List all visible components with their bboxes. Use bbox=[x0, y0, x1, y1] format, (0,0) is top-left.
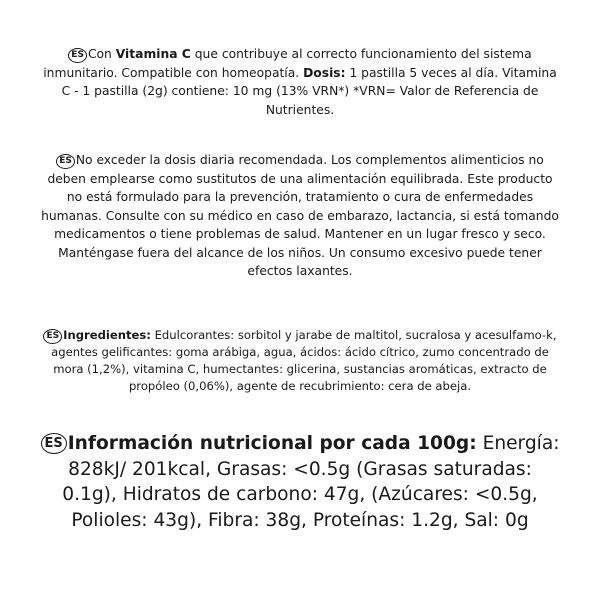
es-language-badge: ES bbox=[43, 329, 62, 344]
dosage-label: Dosis: bbox=[303, 65, 346, 80]
nutrition-paragraph bbox=[40, 431, 560, 533]
warnings-paragraph bbox=[40, 151, 560, 281]
vitamin-c-label: Vitamina C bbox=[115, 47, 191, 61]
block1-text-1: Con bbox=[87, 47, 116, 61]
es-language-badge: ES bbox=[68, 48, 87, 63]
ingredients-label: Ingredientes: bbox=[63, 328, 151, 342]
es-language-badge: ES bbox=[41, 433, 67, 454]
nutrition-text: Energía: 828kJ/ 201kcal, Grasas: <0.5g (Grasas saturadas: 0.1g), Hidratos de carbono: 47g, (Azúcares: <0.5g, Polioles: 43g), Fibra: 38g, Proteínas: 1.2g, Sal: 0g bbox=[62, 433, 560, 531]
es-language-badge: ES bbox=[56, 154, 75, 169]
ingredients-paragraph bbox=[40, 327, 560, 395]
nutrition-label: Información nutricional por cada 100g: bbox=[67, 433, 477, 454]
warnings-text: No exceder la dosis diaria recomendada. Los complementos alimenticios no deben emplearse como sustitutos de una alimentación equilibrada. Este producto no está formulado para la prevención, tratamiento o cura de enfermedades humanas. Consulte con su médico en caso de embarazo, lactancia, si está tomando medicamentos o tiene problemas de salud. Mantener en un lugar fresco y seco. Manténgase fuera del alcance de los niños. Un consumo excesivo puede tener efectos laxantes. bbox=[41, 153, 559, 278]
block1-text-3: 1 pastilla 5 veces al día. Vitamina C - 1 pastilla (2g) contiene: 10 mg (13% VRN*) *VRN= Valor de Referencia de Nutrientes. bbox=[61, 65, 557, 117]
block1-text-2: que contribuye al correcto funcionamiento del sistema inmunitario. Compatible con homeopatía. bbox=[43, 47, 532, 80]
vitamin-c-description bbox=[40, 45, 560, 119]
ingredients-text: Edulcorantes: sorbitol y jarabe de maltitol, sucralosa y acesulfamo-k, agentes gelificantes: goma arábiga, agua, ácidos: ácido cítrico, zumo concentrado de mora (1,2%), vitamina C, humectantes: glicerina, sustancias aromáticas, extracto de propóleo (0,06%), agente de recubrimiento: cera de abeja. bbox=[51, 328, 557, 393]
